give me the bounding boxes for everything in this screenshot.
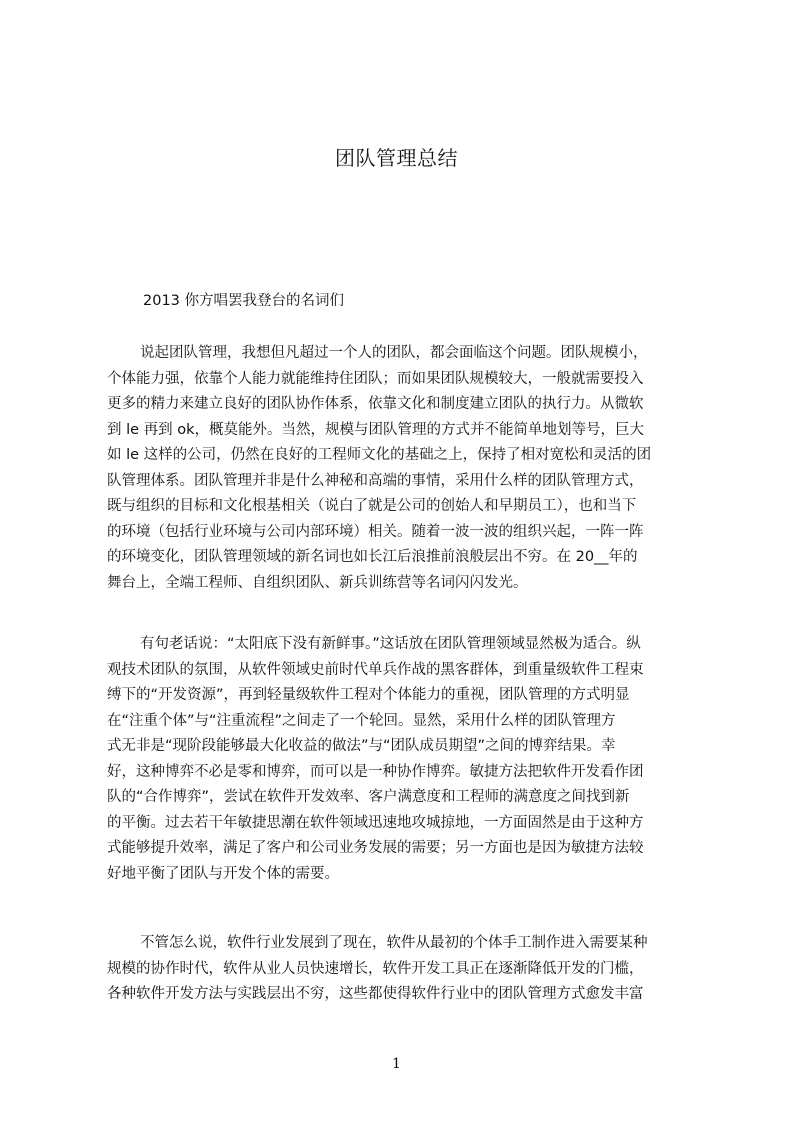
text-line: 的平衡。过去若干年敏捷思潮在软件领域迅速地攻城掠地，一方面固然是由于这种方: [107, 814, 644, 831]
text-line: 式无非是“现阶段能够最大化收益的做法”与“团队成员期望”之间的博弈结果。幸: [107, 738, 616, 754]
section-subtitle: 2013 你方唱罢我登台的名词们: [143, 293, 345, 309]
text-line: 队管理体系。团队管理并非是什么神秘和高端的事情，采用什么样的团队管理方式，: [107, 472, 644, 489]
text-line: 队的“合作博弈”，尝试在软件开发效率、客户满意度和工程师的满意度之间找到新: [107, 789, 630, 805]
text-line: 好，这种博弈不必是零和博弈，而可以是一种协作博弈。敏捷方法把软件开发看作团: [107, 763, 644, 780]
text-line: 不管怎么说，软件行业发展到了现在，软件从最初的个体手工制作进入需要某种: [140, 935, 648, 951]
text-line: 缚下的“开发资源”，再到轻量级软件工程对个体能力的重视，团队管理的方式明显: [107, 687, 630, 703]
text-line: 规模的协作时代，软件从业人员快速增长，软件开发工具正在逐渐降低开发的门槛，: [107, 960, 644, 977]
paragraph-1: [107, 341, 698, 596]
text-line: 的环境变化，团队管理领域的新名词也如长江后浪推前浪般层出不穷。在 20__年的: [107, 549, 638, 565]
paragraph-3: [107, 931, 698, 1008]
document-title: 团队管理总结: [335, 146, 458, 170]
text-line: 个体能力强，依靠个人能力就能维持住团队；而如果团队规模较大，一般就需要投入: [107, 370, 644, 387]
text-line: 既与组织的目标和文化根基相关（说白了就是公司的创始人和早期员工），也和当下: [107, 498, 637, 514]
text-line: 舞台上，全端工程师、自组织团队、新兵训练营等名词闪闪发光。: [107, 574, 528, 591]
text-line: 有句老话说：“太阳底下没有新鲜事。”这话放在团队管理领域显然极为适合。纵: [140, 636, 641, 652]
text-line: 如 le 这样的公司，仍然在良好的工程师文化的基础之上，保持了相对宽松和灵活的团: [107, 447, 652, 463]
text-line: 的环境（包括行业环境与公司内部环境）相关。随着一波一波的组织兴起，一阵一阵: [107, 523, 644, 540]
paragraph-2: [107, 632, 698, 887]
text-line: 观技术团队的氛围，从软件领域史前时代单兵作战的黑客群体，到重量级软件工程束: [107, 661, 644, 678]
text-line: 各种软件开发方法与实践层出不穷，这些都使得软件行业中的团队管理方式愈发丰富: [107, 986, 644, 1002]
page-number: 1: [392, 1056, 401, 1072]
text-line: 好地平衡了团队与开发个体的需要。: [107, 865, 339, 882]
text-line: 式能够提升效率，满足了客户和公司业务发展的需要；另一方面也是因为敏捷方法较: [107, 840, 644, 856]
text-line: 到 le 再到 ok，概莫能外。当然，规模与团队管理的方式并不能简单地划等号，巨大: [107, 421, 645, 438]
text-line: 在“注重个体”与“注重流程”之间走了一个轮回。显然，采用什么样的团队管理方: [107, 712, 616, 729]
text-line: 更多的精力来建立良好的团队协作体系，依靠文化和制度建立团队的执行力。从微软: [107, 396, 644, 412]
text-line: 说起团队管理，我想但凡超过一个人的团队，都会面临这个问题。团队规模小，: [140, 345, 648, 361]
